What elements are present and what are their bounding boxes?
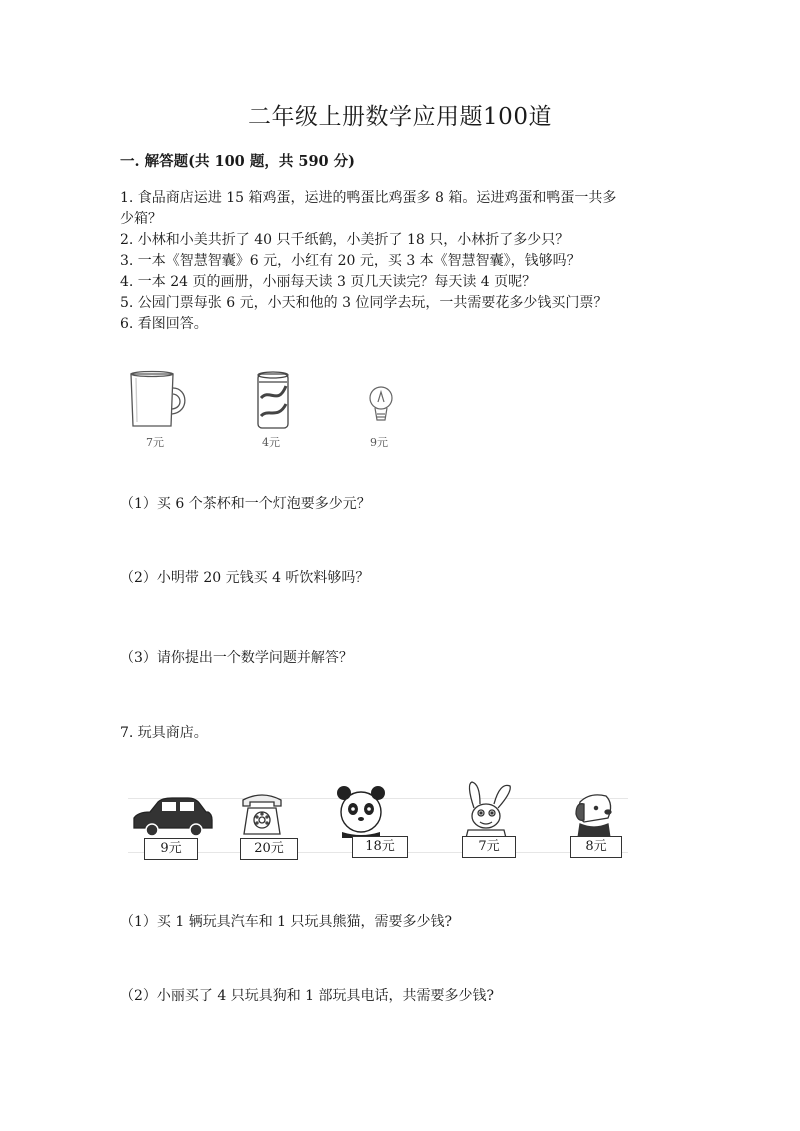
q6-bulb-price: 9元 xyxy=(370,436,388,449)
question-3: 3. 一本《智慧智囊》6 元，小红有 20 元，买 3 本《智慧智囊》，钱够吗？ xyxy=(120,253,581,269)
question-2: 2. 小林和小美共折了 40 只千纸鹤，小美折了 18 只，小林折了多少只？ xyxy=(120,232,570,248)
toy-rabbit-icon xyxy=(466,782,510,838)
question-6-sub-3: （3）请你提出一个数学问题并解答？ xyxy=(120,650,353,666)
mug-icon xyxy=(131,372,185,427)
question-6-sub-2: （2）小明带 20 元钱买 4 听饮料够吗？ xyxy=(120,570,370,586)
question-6-sub-1: （1）买 6 个茶杯和一个灯泡要多少元？ xyxy=(120,496,371,512)
page-title: 二年级上册数学应用题100道 xyxy=(248,104,552,130)
question-1-line-1: 1. 食品商店运进 15 箱鸡蛋，运进的鸭蛋比鸡蛋多 8 箱。运进鸡蛋和鸭蛋一共多 xyxy=(120,190,617,206)
q7-figure xyxy=(128,778,648,868)
question-4: 4. 一本 24 页的画册，小丽每天读 3 页几天读完？每天读 4 页呢？ xyxy=(120,274,537,290)
toy-car-price: 9元 xyxy=(144,838,198,860)
toy-panda-price: 18元 xyxy=(352,836,408,858)
light-bulb-icon xyxy=(370,387,392,420)
toy-car-icon xyxy=(134,798,212,836)
question-7-sub-2: （2）小丽买了 4 只玩具狗和 1 部玩具电话，共需要多少钱? xyxy=(120,988,495,1004)
can-icon xyxy=(258,372,288,428)
q6-figure xyxy=(128,368,418,456)
question-5: 5. 公园门票每张 6 元，小天和他的 3 位同学去玩，一共需要花多少钱买门票？ xyxy=(120,295,608,311)
q7-illustrations xyxy=(128,778,648,838)
question-1-line-2: 少箱？ xyxy=(120,211,162,227)
toy-dog-icon xyxy=(576,795,611,838)
question-6: 6. 看图回答。 xyxy=(120,316,208,332)
toy-telephone-price: 20元 xyxy=(240,838,298,860)
toy-telephone-icon xyxy=(243,795,281,834)
q6-can-price: 4元 xyxy=(262,436,280,449)
toy-dog-price: 8元 xyxy=(570,836,622,858)
toy-rabbit-price: 7元 xyxy=(462,836,516,858)
question-7-sub-1: （1）买 1 辆玩具汽车和 1 只玩具熊猫，需要多少钱? xyxy=(120,914,453,930)
section-heading: 一. 解答题(共 100 题，共 590 分) xyxy=(120,153,356,170)
question-7: 7. 玩具商店。 xyxy=(120,725,208,741)
q6-mug-price: 7元 xyxy=(146,436,164,449)
toy-panda-icon xyxy=(337,786,385,838)
